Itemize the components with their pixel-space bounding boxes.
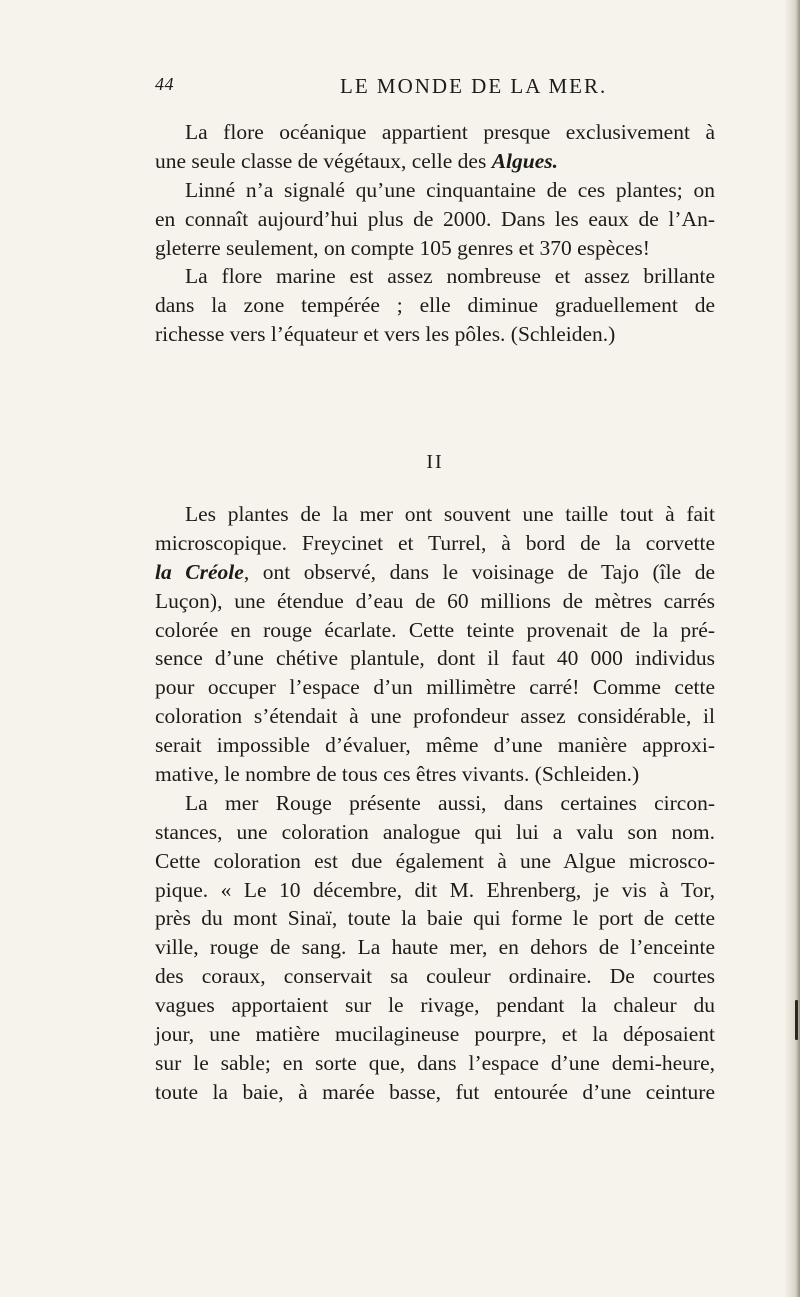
text-line: près du mont Sinaï, toute la baie qui forme le port de cette (155, 906, 715, 931)
emphasis-algues: Algues. (491, 148, 558, 173)
text-line: microscopique. Freycinet et Turrel, à bord de la corvette (155, 530, 715, 555)
text-line: richesse vers l’équateur et vers les pôles. (Schleiden.) (155, 322, 616, 347)
text-line: toute la baie, à marée basse, fut entourée d’une ceinture (155, 1079, 715, 1104)
text-line (155, 147, 715, 176)
text-line: Cette coloration est due également à une Algue microsco- (155, 848, 715, 873)
text-line: La mer Rouge présente aussi, dans certaines circon- (185, 790, 715, 815)
page-header (155, 74, 715, 104)
text-line-part: , ont observé, dans le voisinage de Tajo (île de (243, 559, 716, 584)
text-line: en connaît aujourd’hui plus de 2000. Dans les eaux de l’An- (155, 206, 715, 231)
text-line: serait impossible d’évaluer, même d’une manière approxi- (155, 733, 715, 758)
text-line: colorée en rouge écarlate. Cette teinte provenait de la pré- (155, 617, 715, 642)
running-title: LE MONDE DE LA MER. (340, 74, 608, 98)
text-line (155, 558, 715, 587)
text-line: coloration s’étendait à une profondeur assez considérable, il (155, 704, 715, 729)
text-line: ville, rouge de sang. La haute mer, en dehors de l’enceinte (155, 935, 715, 960)
text-section-2 (155, 500, 715, 1107)
page-number: 44 (155, 74, 174, 94)
emphasis-la-creole: la Créole (155, 559, 244, 584)
text-line: La flore marine est assez nombreuse et assez brillante (185, 264, 715, 289)
page-edge-mark (795, 1000, 798, 1040)
text-line: La flore océanique appartient presque exclusivement à (185, 120, 715, 144)
section-number: II (426, 451, 444, 473)
text-line: sur le sable; en sorte que, dans l’espace d’une demi-heure, (155, 1050, 715, 1075)
text-line: stances, une coloration analogue qui lui a valu son nom. (155, 819, 715, 844)
text-line: Les plantes de la mer ont souvent une taille tout à fait (185, 502, 715, 526)
text-line: sence d’une chétive plantule, dont il faut 40 000 individus (155, 646, 715, 671)
text-line: pour occuper l’espace d’un millimètre carré! Comme cette (155, 675, 715, 700)
text-line: mative, le nombre de tous ces êtres vivants. (Schleiden.) (155, 762, 640, 787)
text-line: Luçon), une étendue d’eau de 60 millions de mètres carrés (155, 588, 715, 613)
text-line: des coraux, conservait sa couleur ordinaire. De courtes (155, 964, 715, 989)
text-line: vagues apportaient sur le rivage, pendant la chaleur du (155, 993, 715, 1018)
text-line: dans la zone tempérée ; elle diminue graduellement de (155, 293, 715, 318)
text-line: gleterre seulement, on compte 105 genres et 370 espèces! (155, 235, 650, 260)
text-line: jour, une matière mucilagineuse pourpre, et la déposaient (155, 1022, 715, 1047)
text-line-part: une seule classe de végétaux, celle des (155, 148, 492, 173)
text-line: pique. « Le 10 décembre, dit M. Ehrenberg, je vis à Tor, (155, 877, 715, 902)
text-line: Linné n’a signalé qu’une cinquantaine de ces plantes; on (185, 177, 715, 202)
page-edge-shadow (784, 0, 800, 1297)
text-section-1 (155, 118, 715, 349)
